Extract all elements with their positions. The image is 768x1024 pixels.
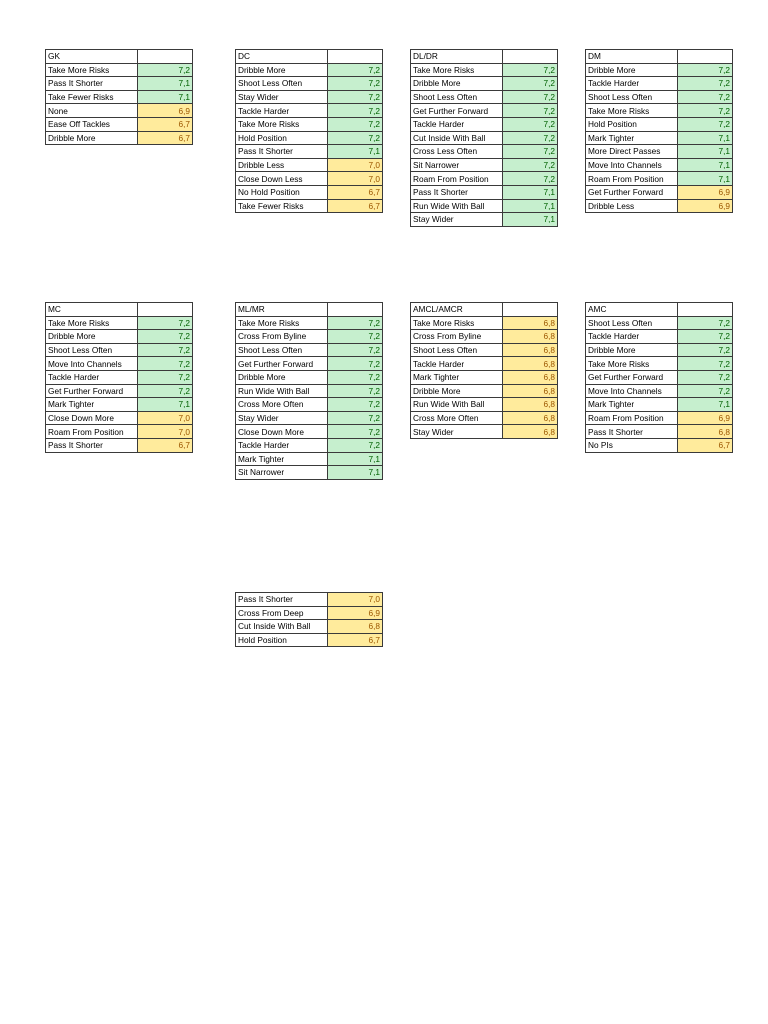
table-row (411, 384, 558, 398)
table-row (46, 316, 193, 330)
instruction-label: Get Further Forward (586, 185, 678, 199)
rating-value: 6,8 (503, 343, 558, 357)
rating-value: 6,9 (678, 185, 733, 199)
instruction-label: Hold Position (236, 131, 328, 145)
rating-value: 7,1 (678, 158, 733, 172)
instruction-label: Dribble Less (586, 199, 678, 213)
instruction-label: Close Down Less (236, 172, 328, 186)
table-row (236, 620, 383, 634)
rating-value: 7,2 (678, 370, 733, 384)
rating-value: 7,0 (138, 411, 193, 425)
header-empty-cell (503, 303, 558, 317)
instruction-label: More Direct Passes (586, 145, 678, 159)
rating-value: 7,2 (328, 316, 383, 330)
table-row (586, 357, 733, 371)
instruction-label: Take More Risks (46, 63, 138, 77)
rating-value: 7,0 (328, 158, 383, 172)
rating-value: 6,7 (328, 633, 383, 647)
header-empty-cell (328, 303, 383, 317)
instruction-label: Tackle Harder (411, 357, 503, 371)
instruction-label: Move Into Channels (586, 158, 678, 172)
rating-value: 7,2 (678, 330, 733, 344)
table-header: MC (46, 303, 138, 317)
table-header: AMCL/AMCR (411, 303, 503, 317)
table-header: DC (236, 50, 328, 64)
header-empty-cell (503, 50, 558, 64)
instruction-label: None (46, 104, 138, 118)
table-row (46, 330, 193, 344)
rating-value: 7,1 (503, 185, 558, 199)
instruction-label: Cross More Often (411, 411, 503, 425)
rating-value: 7,2 (678, 63, 733, 77)
instruction-label: Mark Tighter (586, 131, 678, 145)
rating-value: 6,8 (503, 330, 558, 344)
rating-value: 7,1 (138, 90, 193, 104)
rating-value: 7,2 (138, 330, 193, 344)
table-gk (45, 49, 193, 145)
rating-value: 7,2 (503, 117, 558, 131)
instruction-label: Take More Risks (586, 104, 678, 118)
instruction-label: Dribble More (236, 370, 328, 384)
instruction-label: Ease Off Tackles (46, 117, 138, 131)
table-row (46, 104, 193, 118)
rating-value: 7,2 (328, 104, 383, 118)
rating-value: 6,7 (678, 438, 733, 452)
instruction-label: Pass It Shorter (586, 425, 678, 439)
rating-value: 6,7 (138, 438, 193, 452)
rating-value: 6,7 (138, 117, 193, 131)
rating-value: 7,2 (328, 438, 383, 452)
instruction-label: Mark Tighter (411, 370, 503, 384)
table-row (411, 357, 558, 371)
instruction-label: Dribble Less (236, 158, 328, 172)
table-row (586, 316, 733, 330)
table-row (236, 466, 383, 480)
table-row (411, 370, 558, 384)
header-empty-cell (678, 303, 733, 317)
table-row (586, 185, 733, 199)
rating-value: 6,7 (138, 131, 193, 145)
rating-value: 7,2 (328, 131, 383, 145)
table-row (586, 104, 733, 118)
instruction-label: Move Into Channels (46, 357, 138, 371)
table-row (46, 384, 193, 398)
rating-value: 7,2 (678, 117, 733, 131)
table-header: AMC (586, 303, 678, 317)
table-row (46, 398, 193, 412)
rating-value: 7,2 (503, 172, 558, 186)
table-row (411, 158, 558, 172)
instruction-label: Close Down More (46, 411, 138, 425)
rating-value: 7,2 (678, 357, 733, 371)
instruction-label: Roam From Position (586, 411, 678, 425)
instruction-label: Dribble More (46, 131, 138, 145)
table-row (236, 398, 383, 412)
rating-value: 7,2 (138, 357, 193, 371)
rating-value: 7,0 (138, 425, 193, 439)
table-amc (585, 302, 733, 453)
instruction-label: Stay Wider (236, 411, 328, 425)
rating-value: 7,2 (678, 316, 733, 330)
instruction-label: Cross Less Often (411, 145, 503, 159)
table-row (236, 452, 383, 466)
instruction-label: Run Wide With Ball (236, 384, 328, 398)
table-row (411, 398, 558, 412)
instruction-label: Pass It Shorter (411, 185, 503, 199)
table-row (586, 63, 733, 77)
instruction-label: Mark Tighter (46, 398, 138, 412)
rating-value: 7,0 (328, 593, 383, 607)
rating-value: 7,2 (503, 77, 558, 91)
table-row (236, 131, 383, 145)
table-row (46, 411, 193, 425)
table-row (46, 117, 193, 131)
rating-value: 6,8 (678, 425, 733, 439)
instruction-label: Stay Wider (411, 425, 503, 439)
instruction-label: Get Further Forward (586, 370, 678, 384)
rating-value: 7,2 (138, 384, 193, 398)
table-row (586, 172, 733, 186)
instruction-label: Tackle Harder (411, 117, 503, 131)
instruction-label: Take More Risks (411, 316, 503, 330)
header-empty-cell (138, 50, 193, 64)
instruction-label: Pass It Shorter (236, 593, 328, 607)
header-empty-cell (678, 50, 733, 64)
rating-value: 7,2 (678, 104, 733, 118)
table-row (586, 117, 733, 131)
instruction-label: Take Fewer Risks (46, 90, 138, 104)
table-row (236, 90, 383, 104)
table-row (236, 316, 383, 330)
table-row (411, 411, 558, 425)
instruction-label: Take More Risks (236, 316, 328, 330)
instruction-label: Run Wide With Ball (411, 398, 503, 412)
table-row (46, 425, 193, 439)
table-mc (45, 302, 193, 453)
instruction-label: Cross More Often (236, 398, 328, 412)
table-row (46, 370, 193, 384)
instruction-label: Take More Risks (411, 63, 503, 77)
instruction-label: Shoot Less Often (586, 90, 678, 104)
instruction-label: Shoot Less Often (236, 343, 328, 357)
rating-value: 7,1 (138, 398, 193, 412)
rating-value: 6,9 (138, 104, 193, 118)
rating-value: 7,2 (138, 316, 193, 330)
instruction-label: Tackle Harder (586, 330, 678, 344)
rating-value: 7,1 (678, 145, 733, 159)
table-row (46, 77, 193, 91)
table-row (236, 330, 383, 344)
table-header: DM (586, 50, 678, 64)
instruction-label: Cross From Byline (236, 330, 328, 344)
rating-value: 7,2 (328, 398, 383, 412)
table-row (586, 384, 733, 398)
instruction-label: Shoot Less Often (411, 343, 503, 357)
table-row (236, 425, 383, 439)
table-row (236, 158, 383, 172)
table-row (46, 90, 193, 104)
table-row (586, 343, 733, 357)
table-row (586, 330, 733, 344)
rating-value: 6,8 (503, 398, 558, 412)
instruction-label: Tackle Harder (236, 104, 328, 118)
rating-value: 7,2 (678, 90, 733, 104)
table-row (46, 131, 193, 145)
instruction-label: Close Down More (236, 425, 328, 439)
instruction-label: Shoot Less Often (411, 90, 503, 104)
instruction-label: Dribble More (236, 63, 328, 77)
table-header: ML/MR (236, 303, 328, 317)
instruction-label: Stay Wider (411, 213, 503, 227)
table-row (411, 104, 558, 118)
rating-value: 6,8 (503, 316, 558, 330)
table-row (586, 199, 733, 213)
header-empty-cell (328, 50, 383, 64)
rating-value: 7,2 (138, 63, 193, 77)
table-row (586, 370, 733, 384)
table-row (411, 145, 558, 159)
rating-value: 7,2 (328, 343, 383, 357)
table-row (236, 370, 383, 384)
instruction-label: Shoot Less Often (236, 77, 328, 91)
rating-value: 7,0 (328, 172, 383, 186)
table-row (236, 185, 383, 199)
rating-value: 6,8 (328, 620, 383, 634)
instruction-label: Tackle Harder (46, 370, 138, 384)
table-row (586, 438, 733, 452)
table-header: GK (46, 50, 138, 64)
instruction-label: Stay Wider (236, 90, 328, 104)
table-row (411, 316, 558, 330)
table-row (236, 77, 383, 91)
table-dc (235, 49, 383, 213)
rating-value: 7,2 (328, 370, 383, 384)
instruction-label: Get Further Forward (236, 357, 328, 371)
rating-value: 7,2 (678, 77, 733, 91)
table-row (236, 199, 383, 213)
rating-value: 7,2 (328, 411, 383, 425)
rating-value: 7,2 (503, 131, 558, 145)
rating-value: 6,7 (328, 185, 383, 199)
instruction-label: Hold Position (236, 633, 328, 647)
table-row (46, 357, 193, 371)
table-row (236, 438, 383, 452)
instruction-label: Get Further Forward (411, 104, 503, 118)
rating-value: 6,9 (678, 199, 733, 213)
instruction-label: Tackle Harder (236, 438, 328, 452)
table-row (586, 425, 733, 439)
instruction-label: Mark Tighter (586, 398, 678, 412)
instruction-label: Take More Risks (46, 316, 138, 330)
table-row (411, 131, 558, 145)
rating-value: 7,2 (503, 104, 558, 118)
table-row (586, 398, 733, 412)
table-row (411, 343, 558, 357)
table-row (236, 343, 383, 357)
instruction-label: Sit Narrower (411, 158, 503, 172)
instruction-label: Pass It Shorter (46, 77, 138, 91)
rating-value: 7,2 (678, 343, 733, 357)
instruction-label: Mark Tighter (236, 452, 328, 466)
rating-value: 7,2 (328, 117, 383, 131)
rating-value: 6,7 (328, 199, 383, 213)
table-row (411, 172, 558, 186)
instruction-label: Run Wide With Ball (411, 199, 503, 213)
rating-value: 7,2 (328, 357, 383, 371)
rating-value: 7,1 (503, 213, 558, 227)
instruction-label: Cross From Deep (236, 606, 328, 620)
instruction-label: Dribble More (586, 63, 678, 77)
rating-value: 7,2 (503, 63, 558, 77)
instruction-label: No PIs (586, 438, 678, 452)
instruction-label: Roam From Position (46, 425, 138, 439)
table-row (411, 425, 558, 439)
table-row (411, 199, 558, 213)
rating-value: 7,1 (678, 131, 733, 145)
rating-value: 6,8 (503, 411, 558, 425)
rating-value: 7,2 (678, 384, 733, 398)
table-row (236, 172, 383, 186)
rating-value: 7,2 (503, 90, 558, 104)
table-row (586, 158, 733, 172)
instruction-label: Cut Inside With Ball (411, 131, 503, 145)
instruction-label: Roam From Position (586, 172, 678, 186)
rating-value: 7,2 (328, 90, 383, 104)
table-row (586, 90, 733, 104)
rating-value: 6,9 (328, 606, 383, 620)
table-row (236, 63, 383, 77)
instruction-label: Tackle Harder (586, 77, 678, 91)
instruction-label: Shoot Less Often (586, 316, 678, 330)
instruction-label: Take Fewer Risks (236, 199, 328, 213)
table-dm (585, 49, 733, 213)
table-row (411, 77, 558, 91)
table-unlabeled (235, 592, 383, 647)
table-row (236, 384, 383, 398)
table-row (586, 77, 733, 91)
rating-value: 7,2 (328, 63, 383, 77)
table-row (411, 117, 558, 131)
table-row (411, 330, 558, 344)
table-row (236, 117, 383, 131)
table-ml-mr (235, 302, 383, 480)
instruction-label: Take More Risks (586, 357, 678, 371)
table-row (586, 145, 733, 159)
instruction-label: Dribble More (46, 330, 138, 344)
instruction-label: Pass It Shorter (236, 145, 328, 159)
rating-value: 6,8 (503, 357, 558, 371)
table-dl-dr (410, 49, 558, 227)
rating-value: 6,8 (503, 370, 558, 384)
rating-value: 7,2 (328, 384, 383, 398)
table-row (411, 90, 558, 104)
instruction-label: Move Into Channels (586, 384, 678, 398)
rating-value: 7,1 (328, 466, 383, 480)
table-row (236, 593, 383, 607)
instruction-label: Cut Inside With Ball (236, 620, 328, 634)
table-row (46, 63, 193, 77)
table-row (236, 633, 383, 647)
table-row (411, 185, 558, 199)
table-row (236, 606, 383, 620)
rating-value: 6,8 (503, 425, 558, 439)
instruction-label: Get Further Forward (46, 384, 138, 398)
rating-value: 7,1 (328, 452, 383, 466)
header-empty-cell (138, 303, 193, 317)
table-row (236, 411, 383, 425)
instruction-label: No Hold Position (236, 185, 328, 199)
rating-value: 7,2 (328, 77, 383, 91)
instruction-label: Hold Position (586, 117, 678, 131)
table-row (411, 213, 558, 227)
instruction-label: Sit Narrower (236, 466, 328, 480)
rating-value: 7,1 (328, 145, 383, 159)
rating-value: 7,1 (678, 398, 733, 412)
table-row (236, 145, 383, 159)
table-row (236, 104, 383, 118)
rating-value: 7,1 (678, 172, 733, 186)
rating-value: 7,1 (138, 77, 193, 91)
instruction-label: Pass It Shorter (46, 438, 138, 452)
rating-value: 7,2 (138, 370, 193, 384)
rating-value: 7,2 (503, 158, 558, 172)
table-row (46, 343, 193, 357)
rating-value: 7,2 (328, 425, 383, 439)
instruction-label: Roam From Position (411, 172, 503, 186)
rating-value: 7,2 (503, 145, 558, 159)
rating-value: 6,8 (503, 384, 558, 398)
instruction-label: Cross From Byline (411, 330, 503, 344)
instruction-label: Dribble More (411, 77, 503, 91)
instruction-label: Dribble More (586, 343, 678, 357)
table-row (411, 63, 558, 77)
table-amcl-amcr (410, 302, 558, 439)
rating-value: 7,2 (138, 343, 193, 357)
rating-value: 7,2 (328, 330, 383, 344)
rating-value: 7,1 (503, 199, 558, 213)
table-row (586, 131, 733, 145)
instruction-label: Dribble More (411, 384, 503, 398)
table-header: DL/DR (411, 50, 503, 64)
table-row (46, 438, 193, 452)
instruction-label: Take More Risks (236, 117, 328, 131)
rating-value: 6,9 (678, 411, 733, 425)
table-row (586, 411, 733, 425)
instruction-label: Shoot Less Often (46, 343, 138, 357)
table-row (236, 357, 383, 371)
